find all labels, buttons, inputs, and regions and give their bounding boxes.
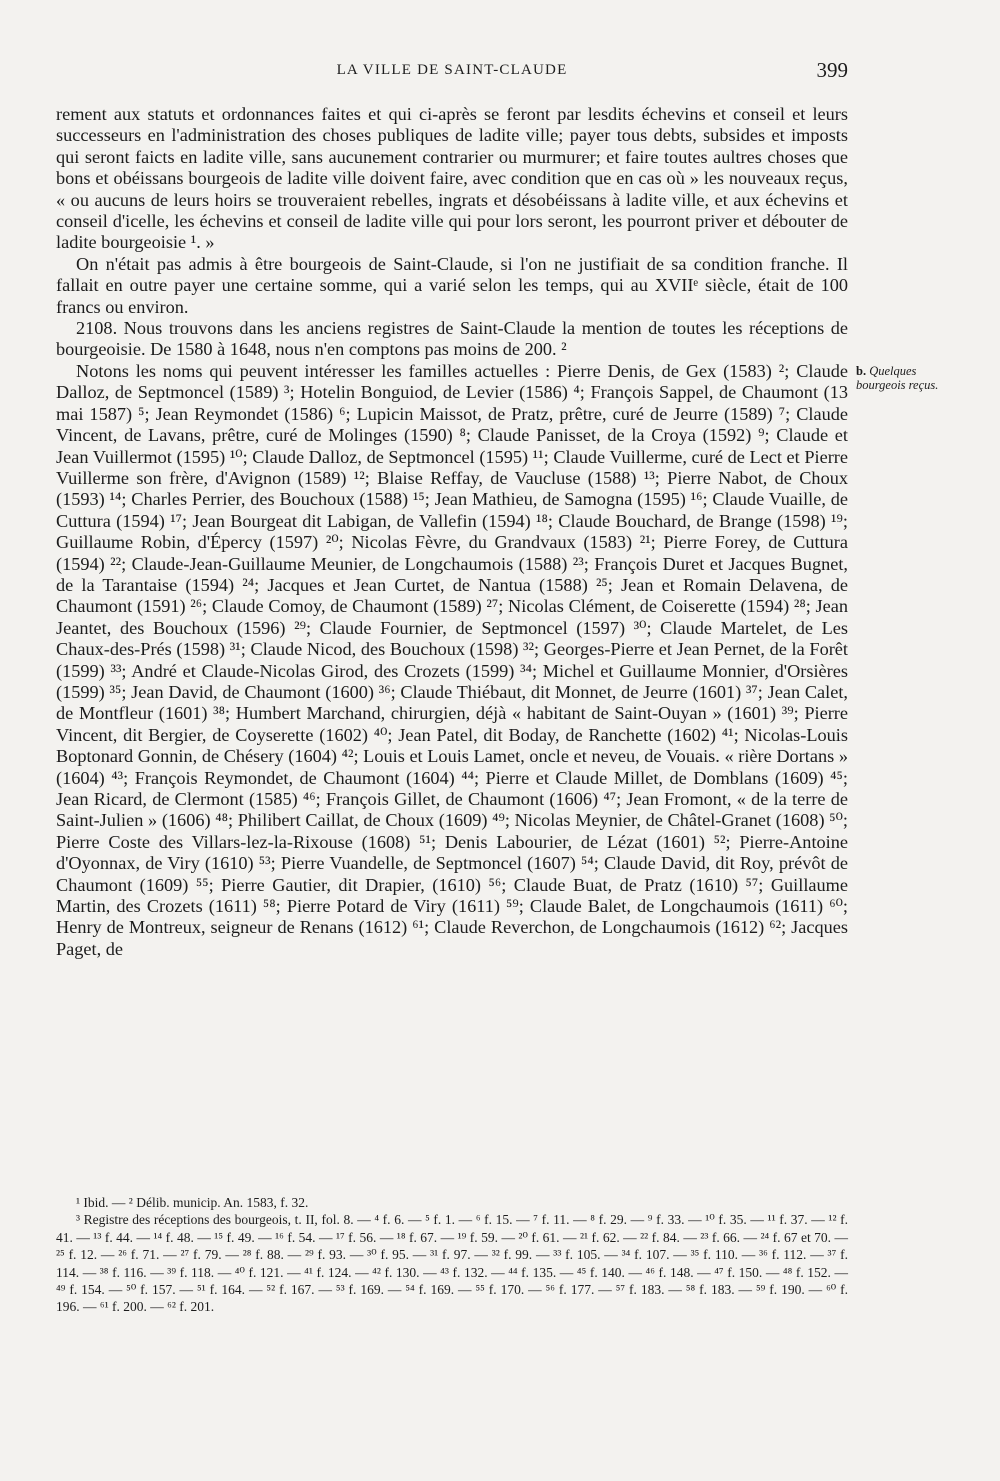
running-title: LA VILLE DE SAINT-CLAUDE	[336, 62, 568, 78]
paragraph: rement aux statuts et ordonnances faites et qui ci-après se feront par lesdits échevins et conseil et leurs successeurs en l'administration des choses publiques de ladite ville; payer tous debts, subsides et imposts qui seront faicts en ladite ville, sans aucunement contrarier ou murmurer; et faire toutes aultres choses que bons et obéissans bourgeois de ladite ville doivent faire, avec condition que en cas où » les nouveaux reçus, « ou aucuns de leurs hoirs se trouveraient rebelles, ingrats et désobéissans à ladite ville, et aux échevins et conseil d'icelle, les échevins et conseil de ladite ville qui pour lors seront, les pourront priver et débouter de ladite bourgeoisie ¹. »	[56, 104, 848, 253]
margin-note-ref: b.	[856, 364, 867, 378]
paragraph: 2108. Nous trouvons dans les anciens registres de Saint-Claude la mention de toutes les réceptions de bourgeoisie. De 1580 à 1648, nous n'en comptons pas moins de 200. ²	[56, 318, 848, 360]
page-header	[56, 58, 848, 82]
footnote: ³ Registre des réceptions des bourgeois, t. II, fol. 8. — ⁴ f. 6. — ⁵ f. 1. — ⁶ f. 15. — ⁷ f. 11. — ⁸ f. 29. — ⁹ f. 33. — ¹⁰ f. 35. — ¹¹ f. 37. — ¹² f. 41. — ¹³ f. 44. — ¹⁴ f. 48. — ¹⁵ f. 49. — ¹⁶ f. 54. — ¹⁷ f. 56. — ¹⁸ f. 67. — ¹⁹ f. 59. — ²⁰ f. 61. — ²¹ f. 62. — ²² f. 84. — ²³ f. 66. — ²⁴ f. 67 et 70. — ²⁵ f. 12. — ²⁶ f. 71. — ²⁷ f. 79. — ²⁸ f. 88. — ²⁹ f. 93. — ³⁰ f. 95. — ³¹ f. 97. — ³² f. 99. — ³³ f. 105. — ³⁴ f. 107. — ³⁵ f. 110. — ³⁶ f. 112. — ³⁷ f. 114. — ³⁸ f. 116. — ³⁹ f. 118. — ⁴⁰ f. 121. — ⁴¹ f. 124. — ⁴² f. 130. — ⁴³ f. 132. — ⁴⁴ f. 135. — ⁴⁵ f. 140. — ⁴⁶ f. 148. — ⁴⁷ f. 150. — ⁴⁸ f. 152. — ⁴⁹ f. 154. — ⁵⁰ f. 157. — ⁵¹ f. 164. — ⁵² f. 167. — ⁵³ f. 169. — ⁵⁴ f. 169. — ⁵⁵ f. 170. — ⁵⁶ f. 177. — ⁵⁷ f. 183. — ⁵⁸ f. 183. — ⁵⁹ f. 190. — ⁶⁰ f. 196. — ⁶¹ f. 200. — ⁶² f. 201.	[56, 1212, 848, 1315]
footnotes	[56, 1194, 848, 1316]
body-text	[56, 104, 848, 960]
margin-note	[856, 364, 940, 392]
page-number: 399	[816, 58, 848, 82]
paragraph: On n'était pas admis à être bourgeois de Saint-Claude, si l'on ne justifiait de sa condition franche. Il fallait en outre payer une certaine somme, qui a varié selon les temps, qui au XVIIᵉ siècle, était de 100 francs ou environ.	[56, 253, 848, 317]
margin-note-text: Quelques bourgeois reçus.	[856, 364, 939, 392]
footnote: ¹ Ibid. — ² Délib. municip. An. 1583, f. 32.	[76, 1195, 309, 1210]
paragraph: Notons les noms qui peuvent intéresser les familles actuelles : Pierre Denis, de Gex (1583) ²; Claude Dalloz, de Septmoncel (1589) ³; Hotelin Bonguiod, de Levier (1586) ⁴; François Sappel, de Chaumont (13 mai 1587) ⁵; Jean Reymondet (1586) ⁶; Lupicin Maissot, de Pratz, prêtre, curé de Jeurre (1589) ⁷; Claude Vincent, de Lavans, prêtre, curé de Molinges (1590) ⁸; Claude Panisset, de la Croya (1592) ⁹; Claude et Jean Vuillermot (1595) ¹⁰; Claude Dalloz, de Septmoncel (1595) ¹¹; Claude Vuillerme, curé de Lect et Pierre Vuillerme son frère, d'Avignon (1589) ¹²; Blaise Reffay, de Vaucluse (1588) ¹³; Pierre Nabot, de Choux (1593) ¹⁴; Charles Perrier, des Bouchoux (1588) ¹⁵; Jean Mathieu, de Samogna (1595) ¹⁶; Claude Vuaille, de Cuttura (1594) ¹⁷; Jean Bourgeat dit Labigan, de Vallefin (1594) ¹⁸; Claude Bouchard, de Brange (1598) ¹⁹; Guillaume Robin, d'Épercy (1597) ²⁰; Nicolas Fèvre, du Grandvaux (1583) ²¹; Pierre Forey, de Cuttura (1594) ²²; Claude-Jean-Guillaume Meunier, de Longchaumois (1588) ²³; François Duret et Jacques Bugnet, de la Tarantaise (1594) ²⁴; Jacques et Jean Curtet, de Nantua (1588) ²⁵; Jean et Romain Delavena, de Chaumont (1591) ²⁶; Claude Comoy, de Chaumont (1589) ²⁷; Nicolas Clément, de Coiserette (1594) ²⁸; Jean Jeantet, des Bouchoux (1596) ²⁹; Claude Fournier, de Septmoncel (1597) ³⁰; Claude Martelet, de Les Chaux-des-Prés (1598) ³¹; Claude Nicod, des Bouchoux (1598) ³²; Georges-Pierre et Jean Pernet, de la Forêt (1599) ³³; André et Claude-Nicolas Girod, des Crozets (1599) ³⁴; Michel et Guillaume Monnier, d'Orsières (1599) ³⁵; Jean David, de Chaumont (1600) ³⁶; Claude Thiébaut, dit Monnet, de Jeurre (1601) ³⁷; Jean Calet, de Montfleur (1601) ³⁸; Humbert Marchand, chirurgien, déjà « habitant de Saint-Ouyan » (1601) ³⁹; Pierre Vincent, dit Bergier, de Coyserette (1602) ⁴⁰; Jean Patel, dit Boday, de Ranchette (1602) ⁴¹; Nicolas-Louis Boptonard Gonnin, de Chésery (1604) ⁴²; Louis et Louis Lamet, oncle et neveu, de Vouais. « rière Dortans » (1604) ⁴³; François Reymondet, de Chaumont (1604) ⁴⁴; Pierre et Claude Millet, de Domblans (1609) ⁴⁵; Jean Ricard, de Clermont (1585) ⁴⁶; François Gillet, de Chaumont (1606) ⁴⁷; Jean Fromont, « de la terre de Saint-Julien » (1606) ⁴⁸; Philibert Caillat, de Choux (1609) ⁴⁹; Nicolas Meynier, de Châtel-Granet (1608) ⁵⁰; Pierre Coste des Villars-lez-la-Rixouse (1608) ⁵¹; Denis Labourier, de Lézat (1601) ⁵²; Pierre-Antoine d'Oyonnax, de Viry (1610) ⁵³; Pierre Vuandelle, de Septmoncel (1607) ⁵⁴; Claude David, dit Roy, prévôt de Chaumont (1609) ⁵⁵; Pierre Gautier, dit Drapier, (1610) ⁵⁶; Claude Buat, de Pratz (1610) ⁵⁷; Guillaume Martin, des Crozets (1611) ⁵⁸; Pierre Potard de Viry (1611) ⁵⁹; Claude Balet, de Longchaumois (1611) ⁶⁰; Henry de Montreux, seigneur de Renans (1612) ⁶¹; Claude Reverchon, de Longchaumois (1612) ⁶²; Jacques Paget, de	[56, 360, 848, 959]
